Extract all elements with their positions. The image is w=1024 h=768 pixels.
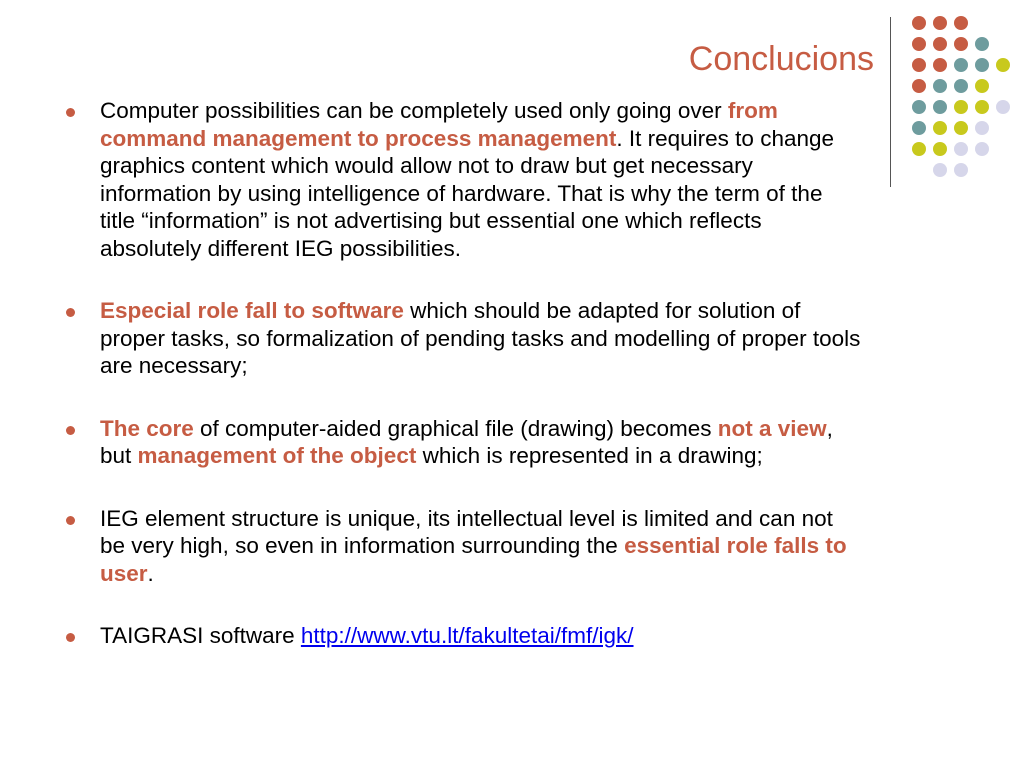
bullet-item bbox=[62, 415, 862, 470]
decor-dot bbox=[954, 142, 968, 156]
bullet-text: which should be adapted for solution of proper tasks, so formalization of pending tasks and modelling of proper tools are necessary; bbox=[100, 298, 861, 378]
title-divider bbox=[890, 17, 891, 187]
bullet-highlight: management of the object bbox=[137, 443, 417, 468]
decor-dot bbox=[933, 37, 947, 51]
decor-dot bbox=[954, 121, 968, 135]
bullet-marker-icon bbox=[66, 108, 75, 117]
decor-dot bbox=[933, 79, 947, 93]
bullet-marker-icon bbox=[66, 426, 75, 435]
bullet-highlight: The core bbox=[100, 415, 194, 441]
bullet-list bbox=[62, 97, 862, 650]
bullet-marker-icon bbox=[66, 308, 75, 317]
decor-dot bbox=[912, 58, 926, 72]
decor-dot bbox=[975, 100, 989, 114]
bullet-text: TAIGRASI software bbox=[100, 623, 301, 648]
decor-dot bbox=[933, 121, 947, 135]
bullet-item bbox=[62, 97, 862, 262]
bullet-item bbox=[62, 297, 862, 380]
bullet-item bbox=[62, 622, 862, 650]
decor-dot bbox=[954, 37, 968, 51]
bullet-highlight: Especial role fall to software bbox=[100, 298, 404, 323]
decor-dot bbox=[933, 100, 947, 114]
decor-dot bbox=[954, 58, 968, 72]
bullet-text: . bbox=[147, 560, 154, 586]
decor-dot bbox=[954, 100, 968, 114]
decor-dot bbox=[954, 163, 968, 177]
bullet-marker-icon bbox=[66, 516, 75, 525]
slide-title: Conclucions bbox=[688, 40, 874, 78]
taigrasi-link[interactable]: http://www.vtu.lt/fakultetai/fmf/igk/ bbox=[300, 623, 634, 648]
decor-dot bbox=[954, 79, 968, 93]
decor-dot bbox=[954, 16, 968, 30]
decor-dot bbox=[975, 142, 989, 156]
decor-dot bbox=[933, 16, 947, 30]
bullet-text: of computer-aided graphical file (drawing) becomes bbox=[193, 415, 718, 441]
decor-dot bbox=[975, 37, 989, 51]
bullet-item bbox=[62, 505, 862, 588]
decor-dot bbox=[912, 37, 926, 51]
bullet-highlight: essential role falls to user bbox=[100, 533, 847, 586]
decor-dot bbox=[933, 58, 947, 72]
bullet-text: Computer possibilities can be completely used only going over bbox=[100, 98, 728, 123]
decor-dot bbox=[912, 100, 926, 114]
bullet-highlight: not a view bbox=[717, 415, 827, 441]
bullet-text: , but bbox=[100, 415, 833, 468]
decor-dot bbox=[912, 16, 926, 30]
bullet-highlight: from command management to process management bbox=[100, 98, 778, 151]
decor-dot bbox=[933, 163, 947, 177]
bullet-text: which is represented in a drawing; bbox=[416, 443, 763, 468]
bullet-marker-icon bbox=[66, 633, 75, 642]
bullet-text: IEG element structure is unique, its intellectual level is limited and can not be very high, so even in information surrounding the bbox=[100, 505, 833, 558]
decor-dot bbox=[912, 142, 926, 156]
decor-dot bbox=[933, 142, 947, 156]
decor-dot bbox=[975, 79, 989, 93]
decor-dot bbox=[912, 121, 926, 135]
decor-dot bbox=[975, 58, 989, 72]
decor-dot bbox=[996, 58, 1010, 72]
bullet-text: . It requires to change graphics content which would allow not to draw but get necessary information by using intelligence of hardware. That is why the term of the title “information” is not advertising but essential one which reflects absolutely different IEG possibilities. bbox=[100, 125, 835, 261]
decor-dot bbox=[912, 79, 926, 93]
decor-dot bbox=[996, 100, 1010, 114]
decor-dot bbox=[975, 121, 989, 135]
